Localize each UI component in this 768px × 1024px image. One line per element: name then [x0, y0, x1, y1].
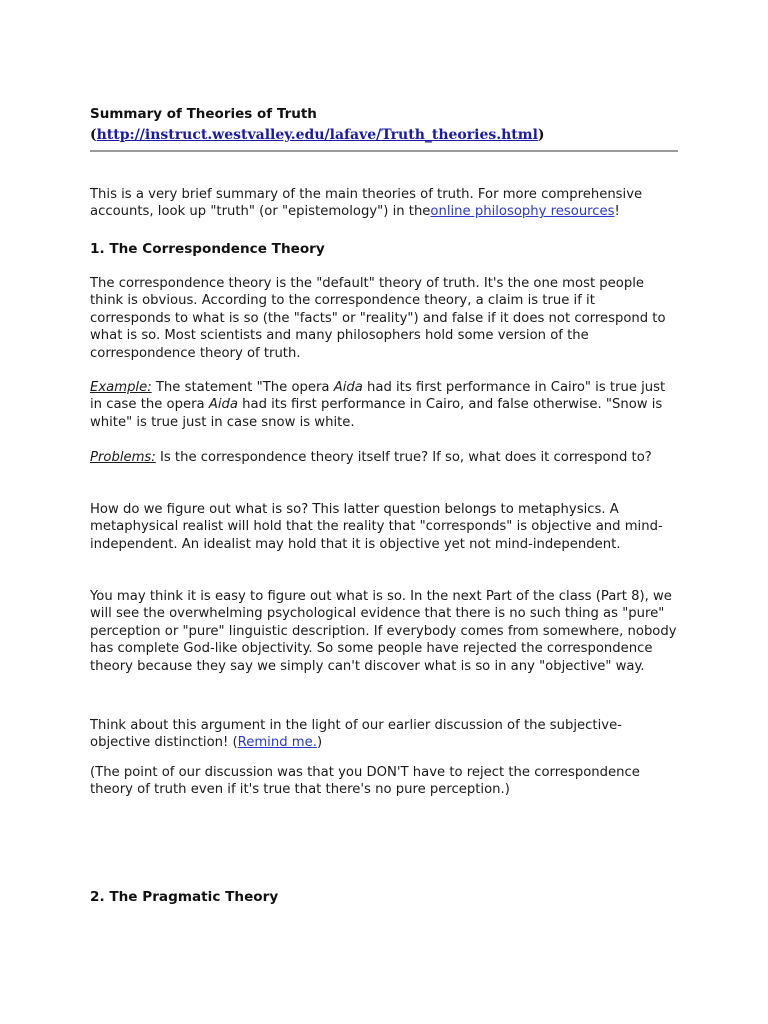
online-philosophy-resources-link[interactable]: online philosophy resources: [430, 204, 615, 220]
source-url-link[interactable]: http://instruct.westvalley.edu/lafave/Truth_theories.html: [96, 127, 538, 143]
example-aida-1: Aida: [333, 380, 363, 395]
example-text-1: The statement "The opera: [151, 380, 334, 395]
intro-exclaim: !: [614, 204, 620, 220]
metaphysics-paragraph: How do we figure out what is so? This latter question belongs to metaphysics. A metaphysical realist will hold that the reality that "corresponds" is objective and mind-independent. An idealist may hold that it is objective yet not mind-independent.: [90, 502, 663, 552]
objectivity-paragraph: You may think it is easy to figure out what is so. In the next Part of the class (Part 8), we will see the overwhelming psychological evidence that there is no such thing as "pure" perception or "pure" linguistic description. If everybody comes from somewhere, nobody has complete God-like objectivity. So some people have rejected the correspondence theory because they say we simply can't discover what is so in any "objective" way.: [90, 589, 677, 674]
title-divider: [90, 150, 678, 152]
document-page: [90, 104, 678, 905]
example-aida-2: Aida: [208, 397, 238, 413]
source-close-paren: ): [537, 127, 545, 143]
example-label: Example:: [90, 380, 152, 395]
intro-paragraph: [90, 186, 678, 221]
pragmatic-theory-heading: 2. The Pragmatic Theory: [90, 889, 279, 905]
correspondence-paragraph: The correspondence theory is the "default" theory of truth. It's the one most people think is obvious. According to the correspondence theory, a claim is true if it corresponds to what is so (the "facts" or "reality") and false if it does not correspond to what is so. Most scientists and many philosophers hold some version of the correspondence theory of truth.: [90, 276, 666, 361]
point-paragraph: (The point of our discussion was that you DON'T have to reject the correspondence theory of truth even if it's true that there's no pure perception.): [90, 765, 640, 798]
problems-paragraph: [90, 449, 678, 466]
example-text-2: had its first performance in Cairo" is true just in case the opera: [90, 380, 666, 413]
problems-text: Is the correspondence theory itself true? If so, what does it correspond to?: [155, 450, 652, 465]
document-title: Summary of Theories of Truth: [90, 106, 317, 122]
correspondence-theory-heading: 1. The Correspondence Theory: [90, 241, 325, 257]
source-open-paren: (: [90, 127, 97, 143]
problems-label: Problems:: [90, 450, 156, 465]
example-text-3: had its first performance in Cairo, and false otherwise. "Snow is white" is true just in case snow is white.: [90, 397, 663, 430]
reflect-paragraph: [90, 717, 678, 752]
remind-me-link[interactable]: Remind me.: [237, 735, 317, 751]
document-source: [90, 125, 678, 146]
reflect-close-paren: ): [316, 735, 323, 751]
reflect-text: Think about this argument in the light of our earlier discussion of the subjective-objective distinction! (: [90, 718, 622, 751]
example-paragraph: [90, 379, 678, 431]
intro-text: This is a very brief summary of the main theories of truth. For more comprehensive accounts, look up "truth" (or "epistemology") in the: [90, 187, 643, 220]
